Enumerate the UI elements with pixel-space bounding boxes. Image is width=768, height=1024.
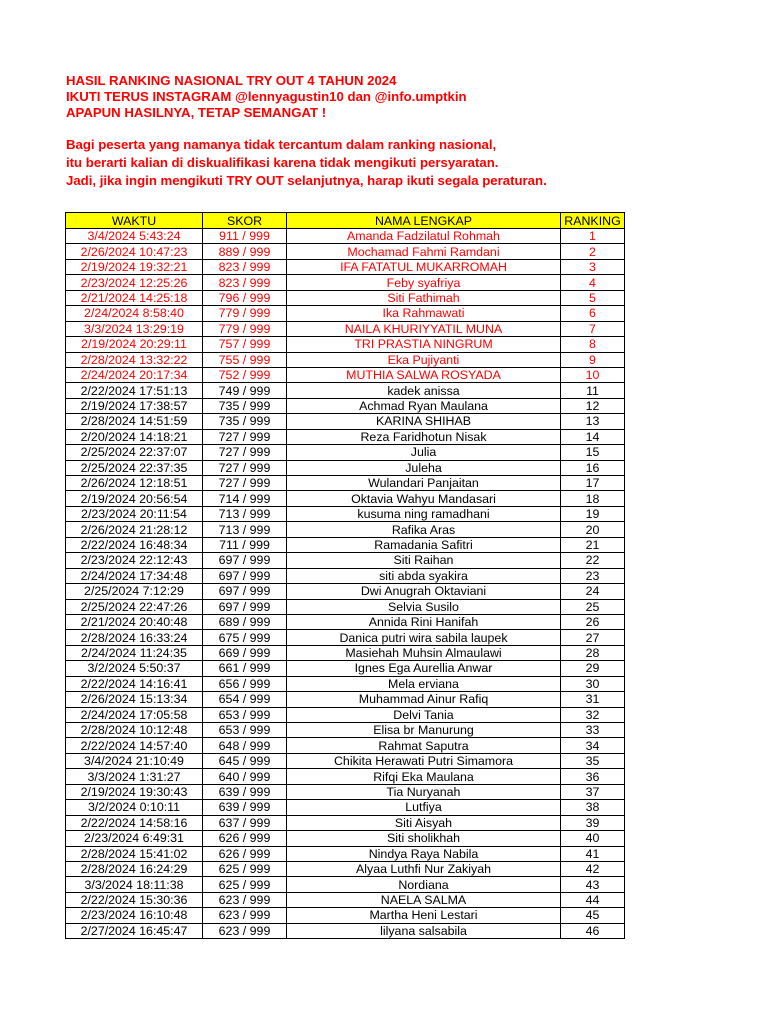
- cell-ranking: 43: [561, 877, 625, 892]
- cell-skor: 675 / 999: [203, 630, 287, 645]
- cell-waktu: 2/28/2024 15:41:02: [66, 846, 203, 861]
- column-header-ranking: RANKING: [561, 213, 625, 229]
- cell-nama-lengkap: Wulandari Panjaitan: [287, 476, 561, 491]
- table-row: [66, 522, 625, 537]
- cell-skor: 779 / 999: [203, 321, 287, 336]
- table-row: [66, 259, 625, 274]
- table-row: [66, 831, 625, 846]
- cell-ranking: 22: [561, 553, 625, 568]
- cell-waktu: 2/26/2024 12:18:51: [66, 476, 203, 491]
- cell-nama-lengkap: Annida Rini Hanifah: [287, 614, 561, 629]
- cell-waktu: 2/26/2024 21:28:12: [66, 522, 203, 537]
- cell-waktu: 3/2/2024 0:10:11: [66, 800, 203, 815]
- cell-skor: 727 / 999: [203, 445, 287, 460]
- cell-ranking: 26: [561, 614, 625, 629]
- cell-nama-lengkap: Mochamad Fahmi Ramdani: [287, 244, 561, 259]
- cell-ranking: 29: [561, 661, 625, 676]
- cell-nama-lengkap: Dwi Anugrah Oktaviani: [287, 584, 561, 599]
- cell-skor: 727 / 999: [203, 460, 287, 475]
- cell-ranking: 42: [561, 861, 625, 876]
- cell-nama-lengkap: Feby syafriya: [287, 275, 561, 290]
- table-row: [66, 383, 625, 398]
- cell-waktu: 2/28/2024 16:24:29: [66, 861, 203, 876]
- table-header-row: [66, 213, 625, 229]
- cell-skor: 645 / 999: [203, 753, 287, 768]
- cell-waktu: 2/24/2024 17:05:58: [66, 707, 203, 722]
- cell-skor: 648 / 999: [203, 738, 287, 753]
- cell-nama-lengkap: Reza Faridhotun Nisak: [287, 429, 561, 444]
- cell-nama-lengkap: Ramadania Safitri: [287, 537, 561, 552]
- cell-ranking: 40: [561, 831, 625, 846]
- cell-ranking: 2: [561, 244, 625, 259]
- cell-waktu: 2/26/2024 15:13:34: [66, 692, 203, 707]
- table-row: [66, 244, 625, 259]
- cell-ranking: 7: [561, 321, 625, 336]
- cell-waktu: 3/3/2024 18:11:38: [66, 877, 203, 892]
- cell-skor: 623 / 999: [203, 923, 287, 938]
- cell-nama-lengkap: Masiehah Muhsin Almaulawi: [287, 645, 561, 660]
- cell-skor: 639 / 999: [203, 800, 287, 815]
- cell-ranking: 15: [561, 445, 625, 460]
- table-row: [66, 476, 625, 491]
- cell-skor: 697 / 999: [203, 553, 287, 568]
- table-row: [66, 800, 625, 815]
- cell-ranking: 9: [561, 352, 625, 367]
- table-row: [66, 692, 625, 707]
- cell-waktu: 3/4/2024 21:10:49: [66, 753, 203, 768]
- cell-waktu: 2/25/2024 7:12:29: [66, 584, 203, 599]
- cell-nama-lengkap: Amanda Fadzilatul Rohmah: [287, 229, 561, 244]
- table-row: [66, 367, 625, 382]
- cell-skor: 625 / 999: [203, 861, 287, 876]
- cell-waktu: 2/23/2024 20:11:54: [66, 506, 203, 521]
- cell-ranking: 25: [561, 599, 625, 614]
- table-row: [66, 908, 625, 923]
- table-row: [66, 491, 625, 506]
- cell-skor: 669 / 999: [203, 645, 287, 660]
- table-row: [66, 599, 625, 614]
- cell-skor: 689 / 999: [203, 614, 287, 629]
- cell-skor: 714 / 999: [203, 491, 287, 506]
- cell-ranking: 20: [561, 522, 625, 537]
- cell-ranking: 8: [561, 337, 625, 352]
- cell-skor: 623 / 999: [203, 892, 287, 907]
- cell-waktu: 2/23/2024 6:49:31: [66, 831, 203, 846]
- notice-line-3: Jadi, jika ingin mengikuti TRY OUT selanjutnya, harap ikuti segala peraturan.: [66, 173, 547, 188]
- table-row: [66, 784, 625, 799]
- cell-nama-lengkap: TRI PRASTIA NINGRUM: [287, 337, 561, 352]
- cell-waktu: 2/19/2024 19:30:43: [66, 784, 203, 799]
- cell-nama-lengkap: Oktavia Wahyu Mandasari: [287, 491, 561, 506]
- table-row: [66, 753, 625, 768]
- cell-skor: 626 / 999: [203, 846, 287, 861]
- table-row: [66, 275, 625, 290]
- cell-waktu: 2/20/2024 14:18:21: [66, 429, 203, 444]
- cell-ranking: 16: [561, 460, 625, 475]
- cell-waktu: 2/21/2024 14:25:18: [66, 290, 203, 305]
- cell-nama-lengkap: Siti Raihan: [287, 553, 561, 568]
- cell-skor: 796 / 999: [203, 290, 287, 305]
- cell-nama-lengkap: Siti Aisyah: [287, 815, 561, 830]
- cell-nama-lengkap: NAILA KHURIYYATIL MUNA: [287, 321, 561, 336]
- cell-waktu: 3/2/2024 5:50:37: [66, 661, 203, 676]
- cell-waktu: 2/22/2024 16:48:34: [66, 537, 203, 552]
- cell-nama-lengkap: lilyana salsabila: [287, 923, 561, 938]
- cell-ranking: 28: [561, 645, 625, 660]
- cell-skor: 752 / 999: [203, 367, 287, 382]
- cell-skor: 889 / 999: [203, 244, 287, 259]
- cell-skor: 711 / 999: [203, 537, 287, 552]
- table-row: [66, 923, 625, 938]
- table-row: [66, 584, 625, 599]
- cell-skor: 727 / 999: [203, 476, 287, 491]
- cell-waktu: 2/19/2024 20:56:54: [66, 491, 203, 506]
- cell-skor: 653 / 999: [203, 707, 287, 722]
- cell-waktu: 2/27/2024 16:45:47: [66, 923, 203, 938]
- cell-waktu: 2/23/2024 16:10:48: [66, 908, 203, 923]
- cell-skor: 639 / 999: [203, 784, 287, 799]
- cell-ranking: 19: [561, 506, 625, 521]
- table-row: [66, 738, 625, 753]
- cell-ranking: 11: [561, 383, 625, 398]
- cell-nama-lengkap: Elisa br Manurung: [287, 723, 561, 738]
- cell-ranking: 34: [561, 738, 625, 753]
- cell-waktu: 2/28/2024 14:51:59: [66, 414, 203, 429]
- cell-nama-lengkap: Nordiana: [287, 877, 561, 892]
- table-row: [66, 229, 625, 244]
- cell-skor: 623 / 999: [203, 908, 287, 923]
- ranking-table: [65, 212, 625, 939]
- motivation-text: APAPUN HASILNYA, TETAP SEMANGAT !: [66, 105, 327, 120]
- table-row: [66, 398, 625, 413]
- cell-nama-lengkap: Rafika Aras: [287, 522, 561, 537]
- cell-waktu: 2/19/2024 17:38:57: [66, 398, 203, 413]
- cell-waktu: 2/28/2024 13:32:22: [66, 352, 203, 367]
- cell-skor: 911 / 999: [203, 229, 287, 244]
- cell-nama-lengkap: siti abda syakira: [287, 568, 561, 583]
- cell-ranking: 44: [561, 892, 625, 907]
- cell-nama-lengkap: Muhammad Ainur Rafiq: [287, 692, 561, 707]
- column-header-skor: SKOR: [203, 213, 287, 229]
- table-row: [66, 290, 625, 305]
- table-row: [66, 337, 625, 352]
- cell-nama-lengkap: Rifqi Eka Maulana: [287, 769, 561, 784]
- cell-nama-lengkap: Tia Nuryanah: [287, 784, 561, 799]
- table-row: [66, 306, 625, 321]
- cell-nama-lengkap: Danica putri wira sabila laupek: [287, 630, 561, 645]
- cell-skor: 626 / 999: [203, 831, 287, 846]
- cell-nama-lengkap: Alyaa Luthfi Nur Zakiyah: [287, 861, 561, 876]
- cell-ranking: 21: [561, 537, 625, 552]
- table-row: [66, 892, 625, 907]
- table-row: [66, 661, 625, 676]
- cell-nama-lengkap: kadek anissa: [287, 383, 561, 398]
- column-header-nama-lengkap: NAMA LENGKAP: [287, 213, 561, 229]
- cell-nama-lengkap: Juleha: [287, 460, 561, 475]
- page-title: HASIL RANKING NASIONAL TRY OUT 4 TAHUN 2024: [66, 73, 397, 88]
- cell-ranking: 23: [561, 568, 625, 583]
- cell-ranking: 3: [561, 259, 625, 274]
- cell-ranking: 18: [561, 491, 625, 506]
- cell-waktu: 2/23/2024 22:12:43: [66, 553, 203, 568]
- cell-skor: 823 / 999: [203, 259, 287, 274]
- column-header-waktu: WAKTU: [66, 213, 203, 229]
- cell-skor: 713 / 999: [203, 506, 287, 521]
- cell-nama-lengkap: Eka Pujiyanti: [287, 352, 561, 367]
- cell-ranking: 41: [561, 846, 625, 861]
- cell-nama-lengkap: Nindya Raya Nabila: [287, 846, 561, 861]
- table-row: [66, 445, 625, 460]
- cell-waktu: 2/24/2024 11:24:35: [66, 645, 203, 660]
- page-header: [66, 73, 467, 121]
- table-row: [66, 815, 625, 830]
- table-row: [66, 877, 625, 892]
- table-body: [66, 229, 625, 939]
- cell-ranking: 1: [561, 229, 625, 244]
- cell-ranking: 10: [561, 367, 625, 382]
- cell-waktu: 2/24/2024 20:17:34: [66, 367, 203, 382]
- cell-ranking: 24: [561, 584, 625, 599]
- cell-ranking: 5: [561, 290, 625, 305]
- cell-waktu: 3/4/2024 5:43:24: [66, 229, 203, 244]
- cell-waktu: 2/23/2024 12:25:26: [66, 275, 203, 290]
- cell-skor: 640 / 999: [203, 769, 287, 784]
- cell-waktu: 3/3/2024 1:31:27: [66, 769, 203, 784]
- cell-skor: 749 / 999: [203, 383, 287, 398]
- cell-skor: 779 / 999: [203, 306, 287, 321]
- cell-waktu: 2/22/2024 15:30:36: [66, 892, 203, 907]
- cell-waktu: 2/26/2024 10:47:23: [66, 244, 203, 259]
- cell-skor: 653 / 999: [203, 723, 287, 738]
- cell-nama-lengkap: Rahmat Saputra: [287, 738, 561, 753]
- table-row: [66, 321, 625, 336]
- table-row: [66, 645, 625, 660]
- cell-nama-lengkap: Achmad Ryan Maulana: [287, 398, 561, 413]
- table-row: [66, 676, 625, 691]
- cell-ranking: 4: [561, 275, 625, 290]
- cell-ranking: 12: [561, 398, 625, 413]
- cell-ranking: 37: [561, 784, 625, 799]
- cell-waktu: 2/24/2024 17:34:48: [66, 568, 203, 583]
- table-row: [66, 861, 625, 876]
- cell-waktu: 2/21/2024 20:40:48: [66, 614, 203, 629]
- cell-ranking: 17: [561, 476, 625, 491]
- table-row: [66, 630, 625, 645]
- table-row: [66, 723, 625, 738]
- table-row: [66, 553, 625, 568]
- cell-waktu: 2/25/2024 22:47:26: [66, 599, 203, 614]
- cell-ranking: 27: [561, 630, 625, 645]
- cell-waktu: 2/22/2024 14:16:41: [66, 676, 203, 691]
- cell-skor: 637 / 999: [203, 815, 287, 830]
- cell-ranking: 36: [561, 769, 625, 784]
- cell-nama-lengkap: Martha Heni Lestari: [287, 908, 561, 923]
- cell-waktu: 2/22/2024 17:51:13: [66, 383, 203, 398]
- cell-ranking: 38: [561, 800, 625, 815]
- cell-waktu: 2/22/2024 14:57:40: [66, 738, 203, 753]
- cell-ranking: 30: [561, 676, 625, 691]
- cell-skor: 661 / 999: [203, 661, 287, 676]
- cell-waktu: 2/25/2024 22:37:35: [66, 460, 203, 475]
- cell-ranking: 14: [561, 429, 625, 444]
- cell-ranking: 45: [561, 908, 625, 923]
- cell-waktu: 2/28/2024 16:33:24: [66, 630, 203, 645]
- table-row: [66, 614, 625, 629]
- cell-nama-lengkap: Delvi Tania: [287, 707, 561, 722]
- cell-nama-lengkap: IFA FATATUL MUKARROMAH: [287, 259, 561, 274]
- cell-skor: 713 / 999: [203, 522, 287, 537]
- cell-nama-lengkap: kusuma ning ramadhani: [287, 506, 561, 521]
- notice-line-2: itu berarti kalian di diskualifikasi karena tidak mengikuti persyaratan.: [66, 155, 499, 170]
- cell-nama-lengkap: Ignes Ega Aurellia Anwar: [287, 661, 561, 676]
- cell-skor: 755 / 999: [203, 352, 287, 367]
- cell-waktu: 3/3/2024 13:29:19: [66, 321, 203, 336]
- table-row: [66, 568, 625, 583]
- cell-nama-lengkap: Chikita Herawati Putri Simamora: [287, 753, 561, 768]
- table-row: [66, 537, 625, 552]
- cell-ranking: 32: [561, 707, 625, 722]
- cell-ranking: 31: [561, 692, 625, 707]
- instagram-notice: IKUTI TERUS INSTAGRAM @lennyagustin10 dan @info.umptkin: [66, 89, 467, 104]
- cell-skor: 654 / 999: [203, 692, 287, 707]
- cell-ranking: 33: [561, 723, 625, 738]
- cell-waktu: 2/19/2024 20:29:11: [66, 337, 203, 352]
- cell-ranking: 35: [561, 753, 625, 768]
- table-row: [66, 846, 625, 861]
- cell-ranking: 39: [561, 815, 625, 830]
- cell-skor: 757 / 999: [203, 337, 287, 352]
- table-row: [66, 429, 625, 444]
- cell-nama-lengkap: MUTHIA SALWA ROSYADA: [287, 367, 561, 382]
- cell-skor: 697 / 999: [203, 599, 287, 614]
- cell-waktu: 2/24/2024 8:58:40: [66, 306, 203, 321]
- table-row: [66, 460, 625, 475]
- table-row: [66, 414, 625, 429]
- cell-nama-lengkap: Selvia Susilo: [287, 599, 561, 614]
- disqualification-notice: [66, 136, 547, 190]
- cell-waktu: 2/28/2024 10:12:48: [66, 723, 203, 738]
- table-row: [66, 707, 625, 722]
- cell-skor: 697 / 999: [203, 568, 287, 583]
- cell-nama-lengkap: Siti Fathimah: [287, 290, 561, 305]
- cell-skor: 727 / 999: [203, 429, 287, 444]
- cell-nama-lengkap: KARINA SHIHAB: [287, 414, 561, 429]
- table-row: [66, 352, 625, 367]
- cell-skor: 697 / 999: [203, 584, 287, 599]
- table-row: [66, 506, 625, 521]
- cell-skor: 656 / 999: [203, 676, 287, 691]
- cell-skor: 823 / 999: [203, 275, 287, 290]
- cell-waktu: 2/25/2024 22:37:07: [66, 445, 203, 460]
- cell-nama-lengkap: Ika Rahmawati: [287, 306, 561, 321]
- cell-nama-lengkap: Julia: [287, 445, 561, 460]
- cell-nama-lengkap: Siti sholikhah: [287, 831, 561, 846]
- cell-nama-lengkap: NAELA SALMA: [287, 892, 561, 907]
- cell-ranking: 13: [561, 414, 625, 429]
- cell-skor: 735 / 999: [203, 398, 287, 413]
- cell-skor: 735 / 999: [203, 414, 287, 429]
- cell-skor: 625 / 999: [203, 877, 287, 892]
- cell-waktu: 2/22/2024 14:58:16: [66, 815, 203, 830]
- cell-nama-lengkap: Lutfiya: [287, 800, 561, 815]
- cell-nama-lengkap: Mela erviana: [287, 676, 561, 691]
- cell-waktu: 2/19/2024 19:32:21: [66, 259, 203, 274]
- cell-ranking: 46: [561, 923, 625, 938]
- table-row: [66, 769, 625, 784]
- cell-ranking: 6: [561, 306, 625, 321]
- notice-line-1: Bagi peserta yang namanya tidak tercantum dalam ranking nasional,: [66, 137, 497, 152]
